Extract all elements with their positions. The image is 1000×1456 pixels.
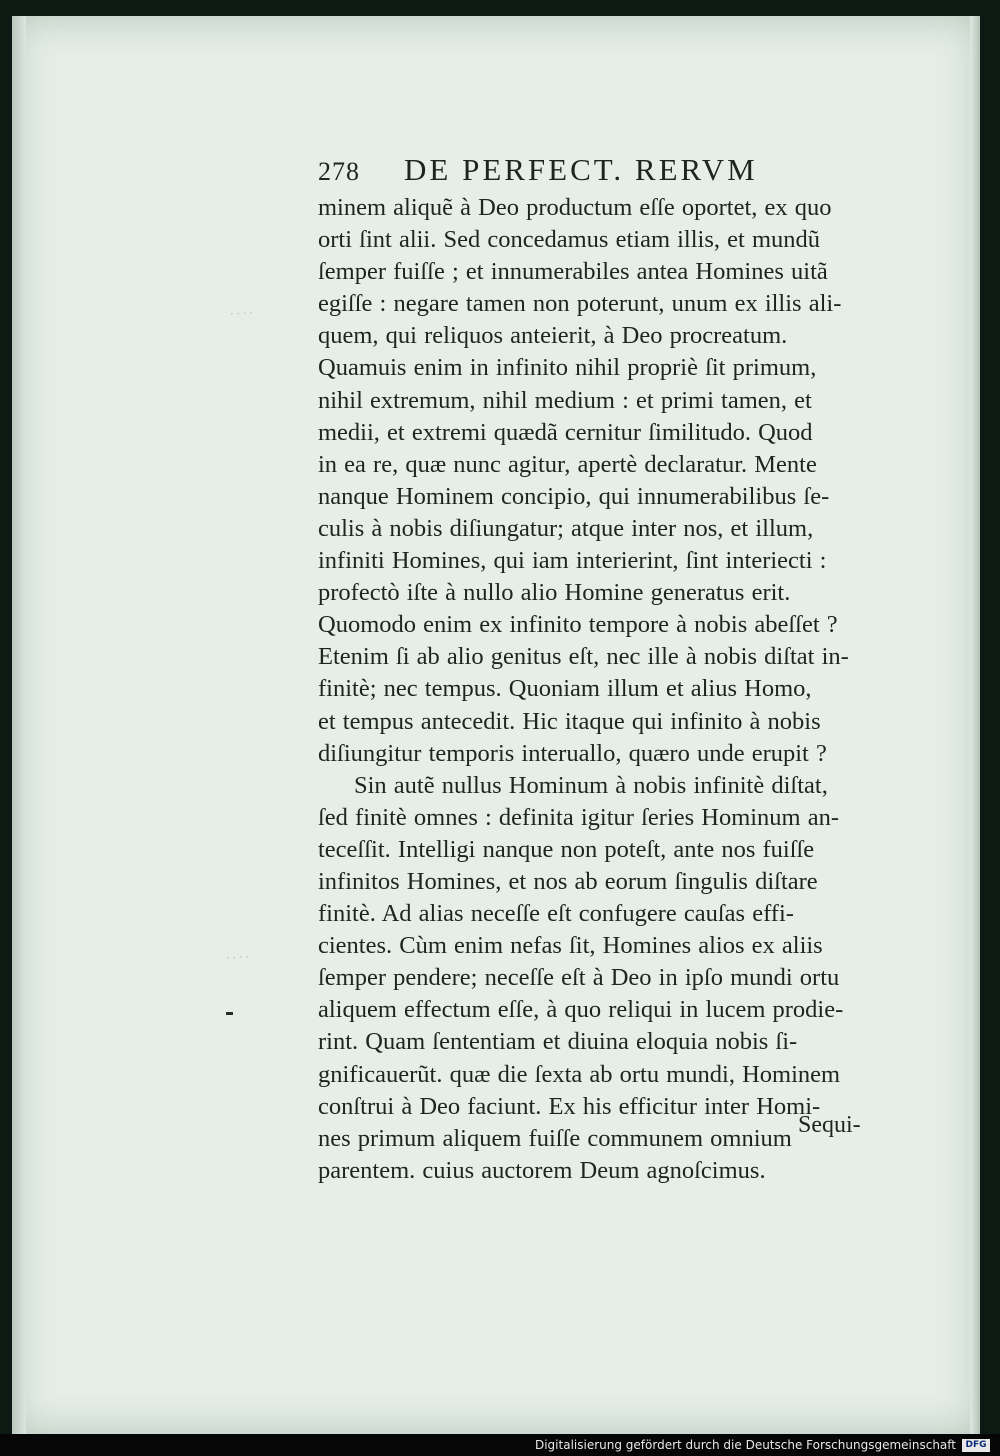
body-line: finitè. Ad alias neceſſe eſt confugere cauſas effi- [318, 900, 794, 928]
page-header [318, 152, 908, 192]
body-line: Quamuis enim in infinito nihil propriè ſit primum, [318, 354, 817, 382]
body-line: Quomodo enim ex infinito tempore à nobis abeſſet ? [318, 611, 838, 639]
body-line: conſtrui à Deo faciunt. Ex his efficitur inter Homi- [318, 1092, 821, 1120]
body-line: in ea re, quæ nunc agitur, apertè declaratur. Mente [318, 450, 817, 478]
body-line: orti ſint alii. Sed concedamus etiam illis, et mundũ [318, 226, 820, 254]
dfg-logo-icon: DFG [962, 1439, 990, 1452]
body-text [318, 192, 908, 1187]
page-gutter [12, 16, 26, 1434]
body-line: medii, et extremi quædã cernitur ſimilitudo. Quod [318, 418, 813, 446]
body-line: profectò iſte à nullo alio Homine generatus erit. [318, 579, 791, 607]
bleed-through-marginalia: · · · · [229, 307, 254, 321]
footer-bar [0, 1434, 1000, 1456]
ink-mark [226, 1012, 233, 1015]
body-line: quem, qui reliquos anteierit, à Deo procreatum. [318, 322, 788, 350]
body-line: minem aliquẽ à Deo productum eſſe oportet, ex quo [318, 194, 832, 221]
body-line: Etenim ſi ab alio genitus eſt, nec ille à nobis diſtat in- [318, 643, 849, 671]
body-line: nanque Hominem concipio, qui innumerabilibus ſe- [318, 482, 830, 510]
bleed-through-marginalia: · · · · [225, 951, 250, 965]
funding-credit: Digitalisierung gefördert durch die Deutsche Forschungsgemeinschaft [534, 1438, 956, 1452]
body-line: parentem. cuius auctorem Deum agnoſcimus. [318, 1156, 766, 1184]
body-line: et tempus antecedit. Hic itaque qui infinito à nobis [318, 707, 821, 735]
body-line: gnificauerũt. quæ die ſexta ab ortu mundi, Hominem [318, 1060, 841, 1088]
body-line: diſiungitur temporis interuallo, quæro unde erupit ? [318, 739, 827, 767]
body-line: ſed finitè omnes : definita igitur ſeries Hominum an- [318, 803, 840, 831]
body-line: nihil extremum, nihil medium : et primi tamen, et [318, 386, 812, 414]
body-line: rint. Quam ſententiam et diuina eloquia nobis ſi- [318, 1028, 798, 1056]
body-line: nes primum aliquem fuiſſe communem omnium [318, 1124, 792, 1152]
body-line: culis à nobis diſiungatur; atque inter nos, et illum, [318, 514, 814, 542]
catchword: Sequi- [798, 1112, 861, 1138]
body-line: ſemper fuiſſe ; et innumerabiles antea Homines uitã [318, 258, 828, 286]
body-line: infinitos Homines, et nos ab eorum ſingulis diſtare [318, 867, 818, 895]
running-head: DE PERFECT. RERVM [404, 152, 758, 187]
book-page [12, 16, 980, 1434]
body-line: teceſſit. Intelligi nanque non poteſt, ante nos fuiſſe [318, 835, 815, 863]
page-edge [970, 16, 980, 1434]
text-block [318, 152, 908, 1187]
body-line: Sin autẽ nullus Hominum à nobis infinitè diſtat, [354, 771, 828, 799]
body-line: finitè; nec tempus. Quoniam illum et alius Homo, [318, 675, 812, 703]
body-line: cientes. Cùm enim nefas ſit, Homines alios ex aliis [318, 932, 823, 960]
page-number: 278 [318, 157, 360, 186]
body-line: egiſſe : negare tamen non poterunt, unum ex illis ali- [318, 290, 842, 318]
body-line: infiniti Homines, qui iam interierint, ſint interiecti : [318, 547, 827, 575]
body-line: ſemper pendere; neceſſe eſt à Deo in ipſo mundi ortu [318, 964, 840, 992]
body-line: aliquem effectum eſſe, à quo reliqui in lucem prodie- [318, 996, 844, 1024]
